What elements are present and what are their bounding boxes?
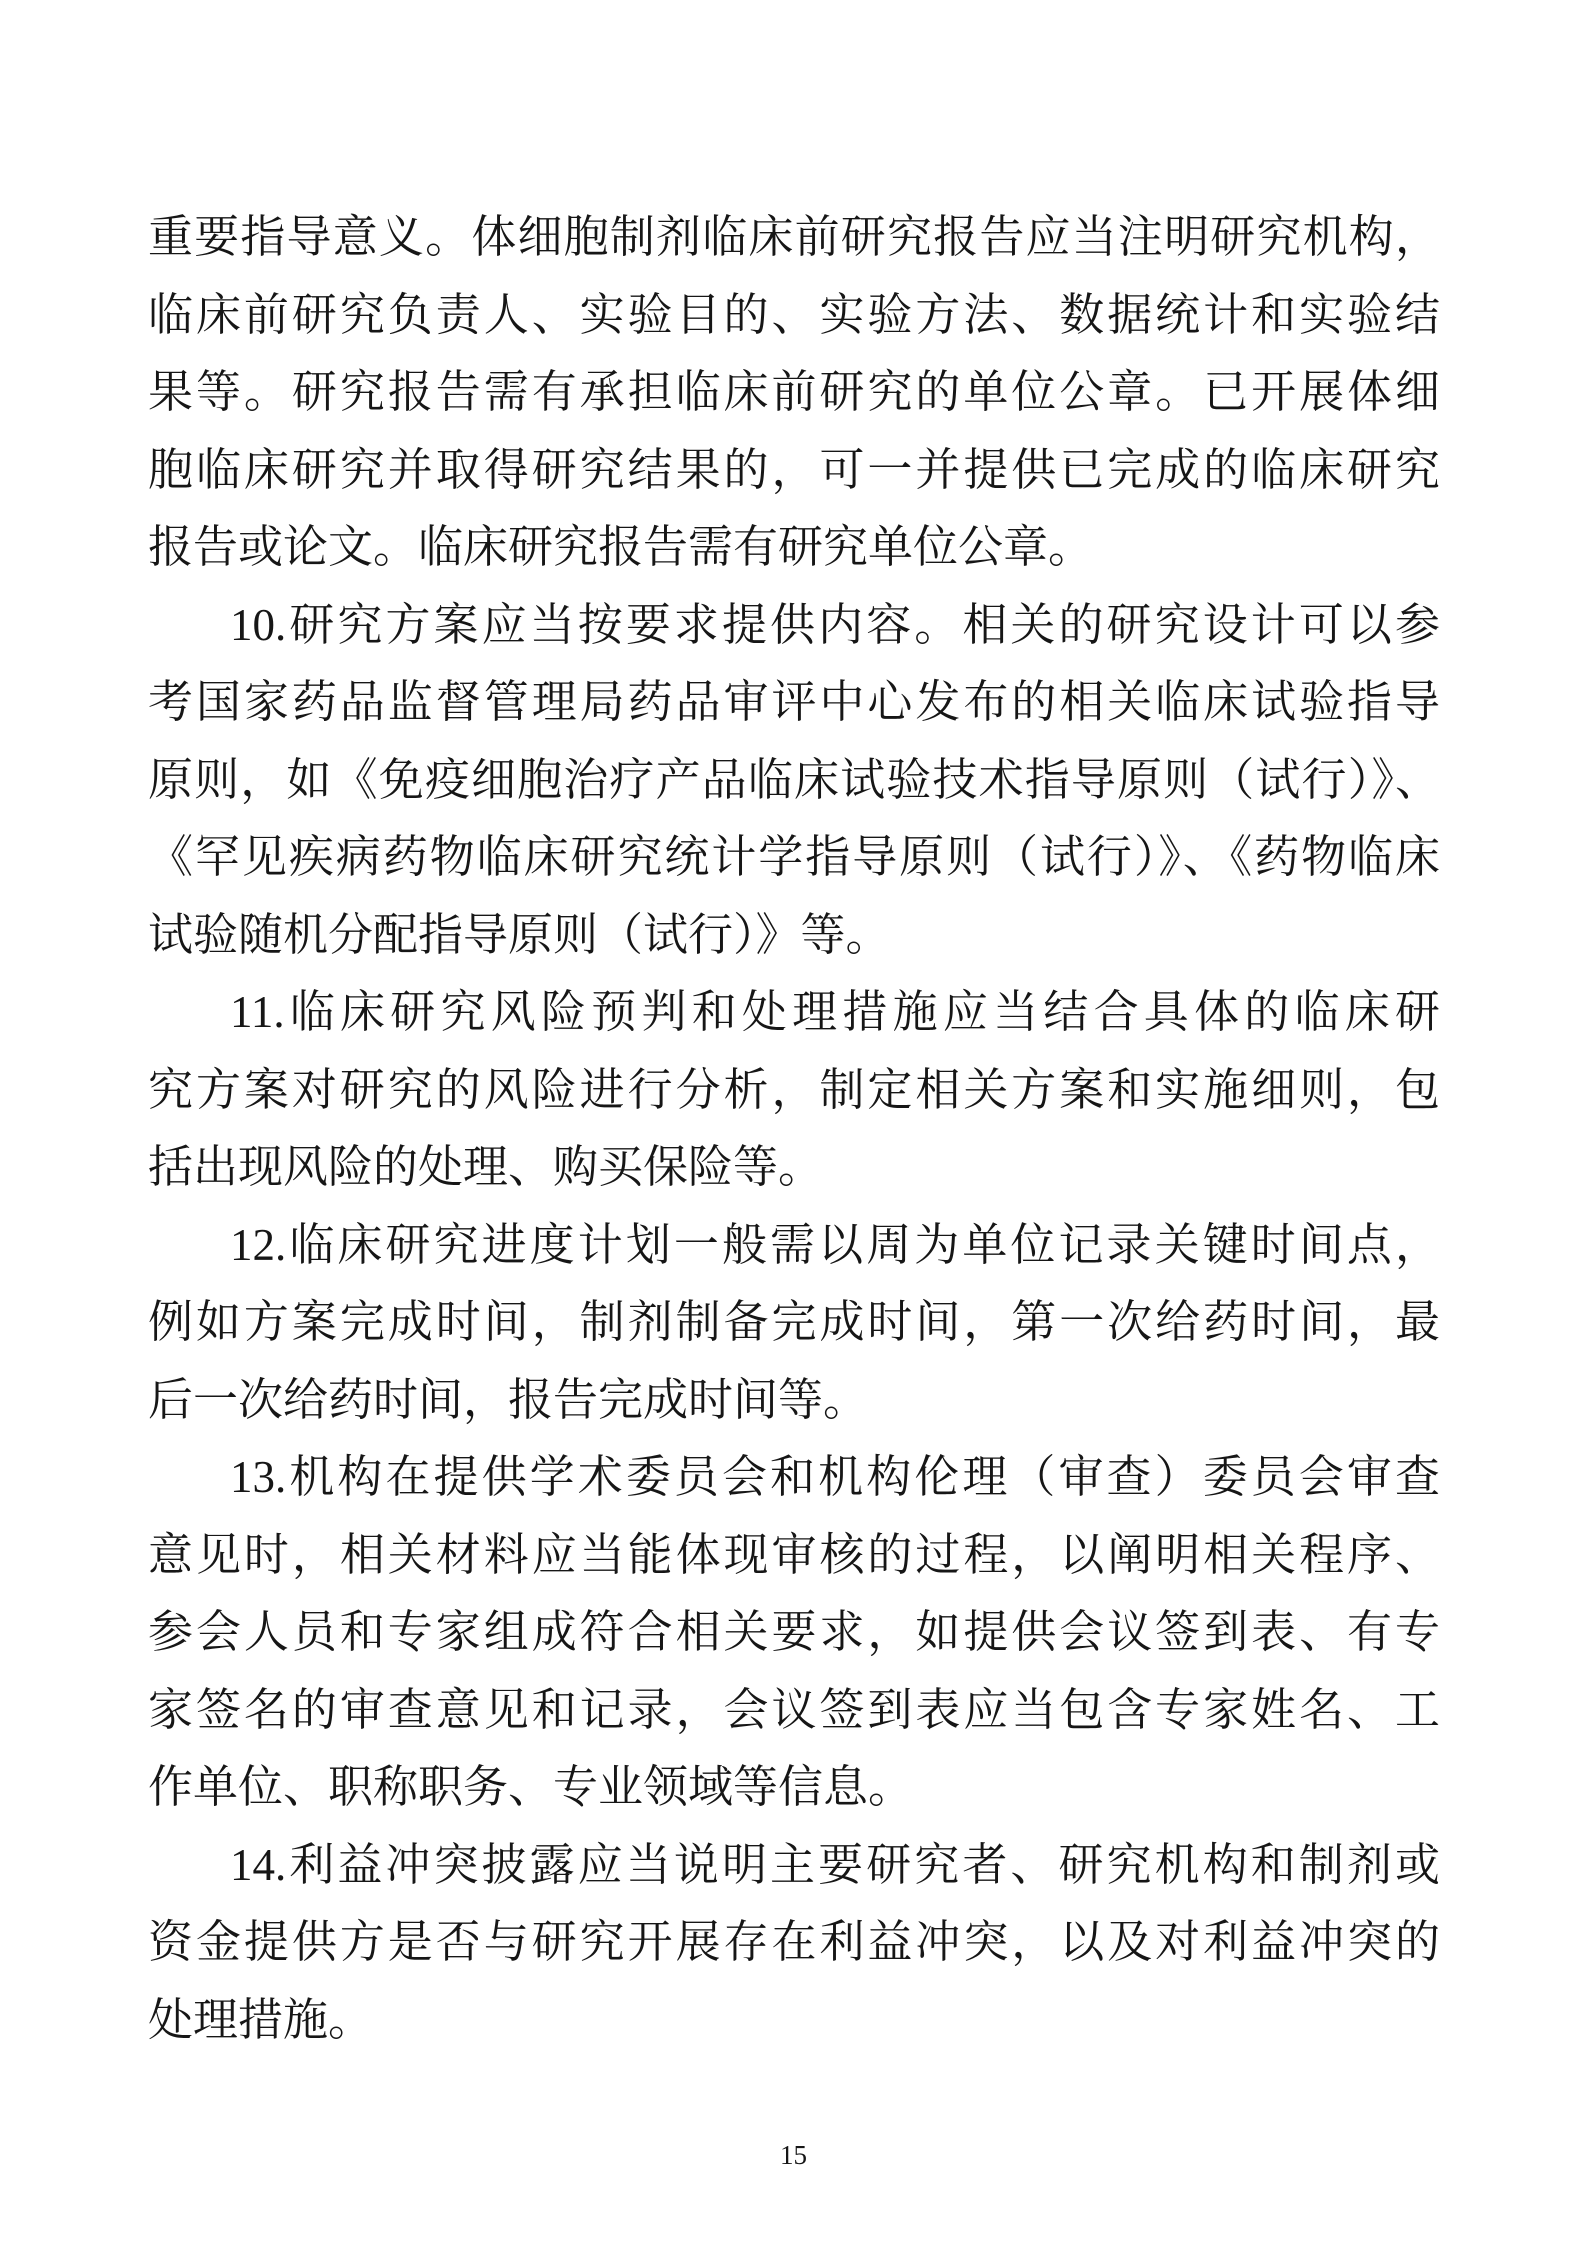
text-line: 果等。研究报告需有承担临床前研究的单位公章。已开展体细 bbox=[148, 367, 1440, 417]
text-line: 参会人员和专家组成符合相关要求，如提供会议签到表、有专 bbox=[148, 1607, 1440, 1657]
text-line: 13.机构在提供学术委员会和机构伦理（审查）委员会审查 bbox=[230, 1452, 1440, 1502]
text-line: 12.临床研究进度计划一般需以周为单位记录关键时间点， bbox=[230, 1219, 1440, 1270]
text-line: 《罕见疾病药物临床研究统计学指导原则（试行）》、《药物临床 bbox=[148, 832, 1440, 882]
text-line: 胞临床研究并取得研究结果的，可一并提供已完成的临床研究 bbox=[148, 444, 1440, 495]
page-number: 15 bbox=[780, 2140, 807, 2170]
text-line: 14.利益冲突披露应当说明主要研究者、研究机构和制剂或 bbox=[230, 1839, 1440, 1890]
document-body bbox=[148, 199, 1440, 2059]
text-line: 原则，如《免疫细胞治疗产品临床试验技术指导原则（试行）》、 bbox=[148, 754, 1440, 805]
paragraph-10 bbox=[148, 587, 1440, 975]
text-line: 家签名的审查意见和记录，会议签到表应当包含专家姓名、工 bbox=[148, 1684, 1440, 1735]
paragraph-14 bbox=[148, 1827, 1440, 2060]
text-line: 资金提供方是否与研究开展存在利益冲突，以及对利益冲突的 bbox=[148, 1917, 1440, 1967]
text-line: 试验随机分配指导原则（试行）》等。 bbox=[148, 909, 891, 960]
text-line: 例如方案完成时间，制剂制备完成时间，第一次给药时间，最 bbox=[148, 1297, 1440, 1347]
text-line: 后一次给药时间，报告完成时间等。 bbox=[148, 1374, 869, 1425]
text-line: 11.临床研究风险预判和处理措施应当结合具体的临床研 bbox=[230, 987, 1440, 1037]
paragraph-11 bbox=[148, 974, 1440, 1207]
text-line: 处理措施。 bbox=[148, 1994, 374, 2045]
paragraph-continuation bbox=[148, 199, 1440, 587]
text-line: 括出现风险的处理、购买保险等。 bbox=[148, 1142, 824, 1192]
text-line: 意见时，相关材料应当能体现审核的过程，以阐明相关程序、 bbox=[148, 1529, 1440, 1580]
text-line: 临床前研究负责人、实验目的、实验方法、数据统计和实验结 bbox=[148, 289, 1440, 340]
text-line: 10.研究方案应当按要求提供内容。相关的研究设计可以参 bbox=[230, 599, 1440, 650]
text-line: 报告或论文。临床研究报告需有研究单位公章。 bbox=[148, 522, 1094, 572]
text-line: 考国家药品监督管理局药品审评中心发布的相关临床试验指导 bbox=[148, 677, 1440, 727]
text-line: 重要指导意义。体细胞制剂临床前研究报告应当注明研究机构， bbox=[148, 212, 1440, 262]
paragraph-12 bbox=[148, 1207, 1440, 1440]
text-line: 究方案对研究的风险进行分析，制定相关方案和实施细则，包 bbox=[148, 1064, 1440, 1115]
paragraph-13 bbox=[148, 1439, 1440, 1827]
text-line: 作单位、职称职务、专业领域等信息。 bbox=[148, 1762, 914, 1812]
